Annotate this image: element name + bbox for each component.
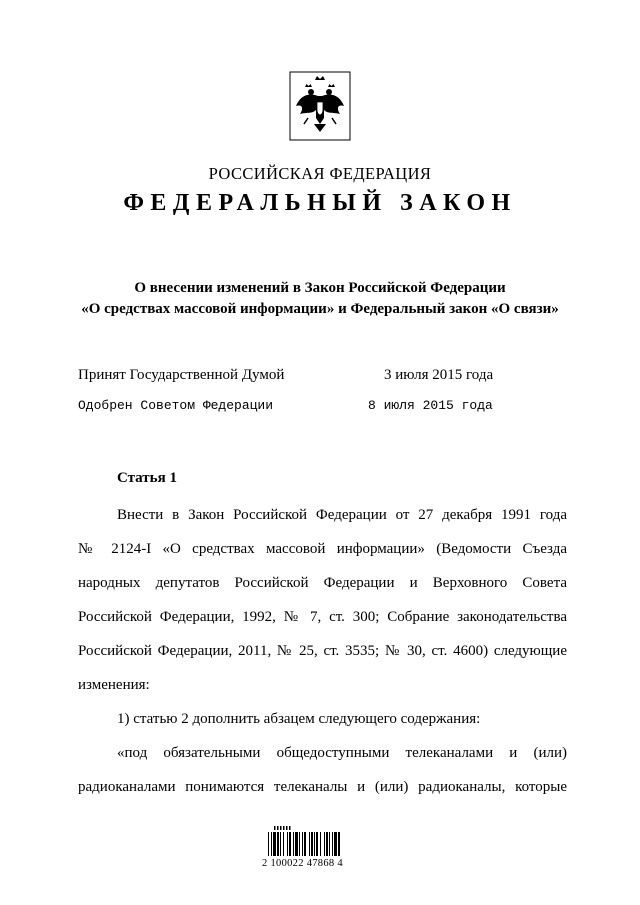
barcode-bar xyxy=(311,832,313,856)
barcode-bar xyxy=(302,832,303,856)
barcode-bar xyxy=(277,832,279,856)
article-heading: Статья 1 xyxy=(117,470,177,486)
barcode-bar xyxy=(320,832,321,856)
barcode-bar xyxy=(295,832,298,856)
paragraph-line: 1) статью 2 дополнить абзацем следующего содержания: xyxy=(117,711,481,727)
paragraph-line: народных депутатов Российской Федерации и Верховного Совета xyxy=(78,575,567,591)
coat-of-arms-emblem xyxy=(288,70,352,142)
paragraph-line: Внести в Закон Российской Федерации от 27 декабря 1991 года xyxy=(117,507,567,523)
barcode-bar xyxy=(268,832,269,856)
paragraph-line: радиоканалами понимаются телеканалы и (или) радиоканалы, которые xyxy=(78,779,567,795)
barcode-tick xyxy=(277,826,279,830)
barcode-number: 2 100022 47868 4 xyxy=(262,858,343,869)
adoption-label: Принят Государственной Думой xyxy=(78,367,285,383)
barcode-bar xyxy=(304,832,306,856)
barcode-bar xyxy=(273,832,276,856)
paragraph-line: изменения: xyxy=(78,677,150,693)
paragraph-line: Российской Федерации, 1992, № 7, ст. 300; Собрание законодательства xyxy=(78,609,567,625)
barcode-bar xyxy=(299,832,300,856)
barcode-bar xyxy=(309,832,310,856)
paragraph-line: № 2124-I «О средствах массовой информации» (Ведомости Съезда xyxy=(78,541,567,557)
barcode-tick xyxy=(283,826,285,830)
barcode-bar xyxy=(334,832,337,856)
adoption-date: 8 июля 2015 года xyxy=(368,398,493,413)
adoption-label: Одобрен Советом Федерации xyxy=(78,398,274,413)
barcode-bar xyxy=(329,832,330,856)
document-type-heading: ФЕДЕРАЛЬНЫЙ ЗАКОН xyxy=(123,190,517,216)
barcode-tick xyxy=(280,826,282,830)
paragraph-line: «под обязательными общедоступными телеканалами и (или) xyxy=(117,745,567,761)
barcode-bar xyxy=(283,832,284,856)
barcode-tick xyxy=(286,826,288,830)
paragraph-line: Российской Федерации, 2011, № 25, ст. 3535; № 30, ст. 4600) следующие xyxy=(78,643,567,659)
law-title xyxy=(0,278,640,320)
law-title-line: О внесении изменений в Закон Российской Федерации xyxy=(134,280,506,296)
barcode-bar xyxy=(316,832,318,856)
barcode-bar xyxy=(289,832,291,856)
adoption-row-duma xyxy=(78,367,578,384)
barcode-bar xyxy=(280,832,281,856)
adoption-row-council xyxy=(78,398,578,413)
barcode-bar xyxy=(338,832,340,856)
barcode-bar xyxy=(324,832,325,856)
barcode-bar xyxy=(332,832,333,856)
barcode-bar xyxy=(314,832,315,856)
barcode-bar xyxy=(326,832,328,856)
country-heading: РОССИЙСКАЯ ФЕДЕРАЦИЯ xyxy=(208,164,432,183)
adoption-date: 3 июля 2015 года xyxy=(384,367,494,383)
law-title-line: «О средствах массовой информации» и Федеральный закон «О связи» xyxy=(81,301,559,317)
barcode-tick xyxy=(274,826,276,830)
barcode-bar xyxy=(287,832,288,856)
barcode-bar xyxy=(271,832,272,856)
barcode-tick xyxy=(289,826,291,830)
barcode-bar xyxy=(293,832,294,856)
